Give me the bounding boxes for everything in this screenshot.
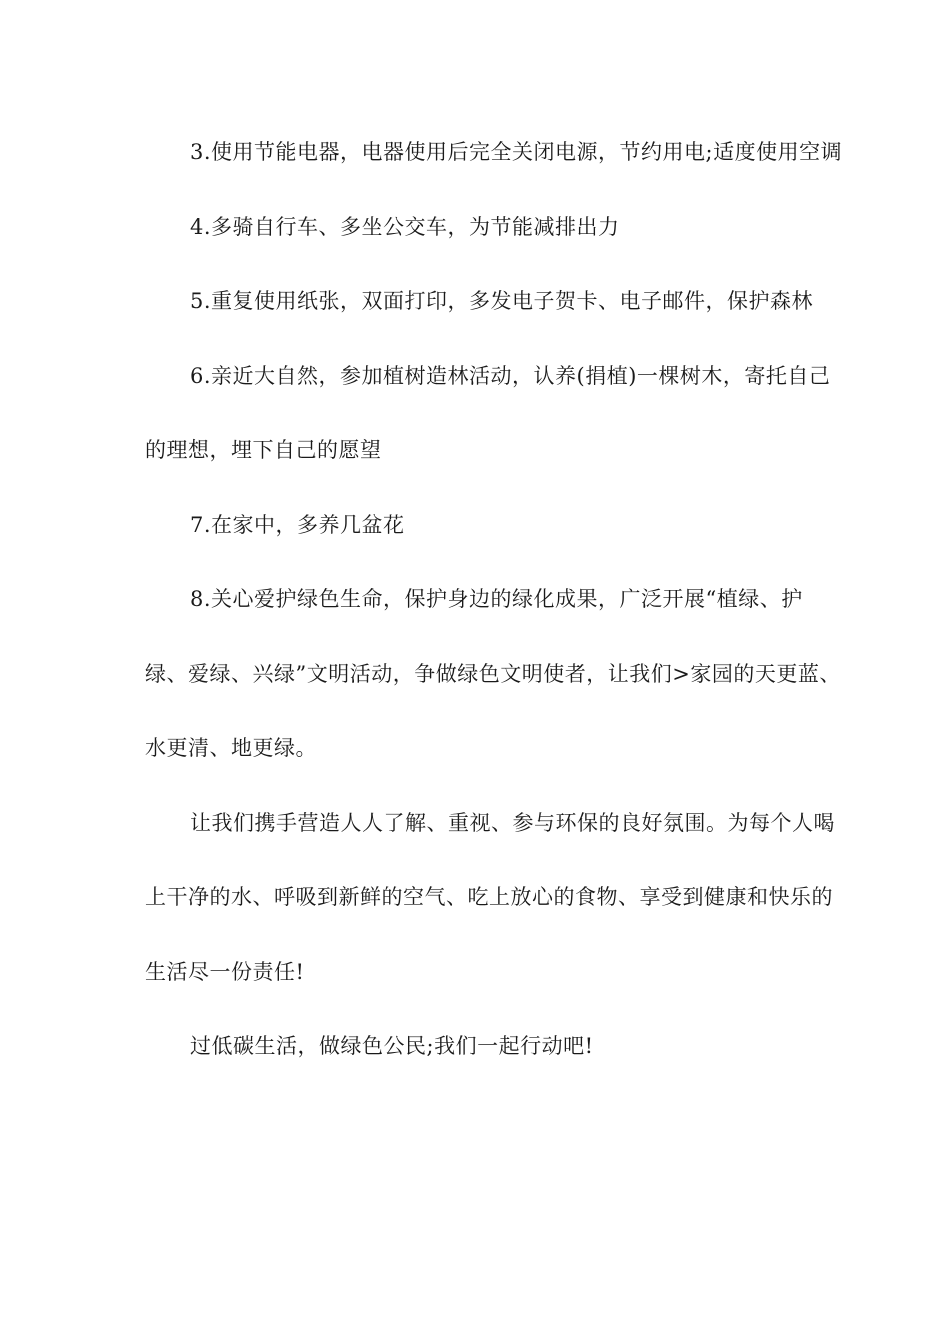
- paragraph-item-4: 4.多骑自行车、多坐公交车，为节能减排出力: [190, 214, 620, 239]
- paragraph-call-to-action: 让我们携手营造人人了解、重视、参与环保的良好氛围。为每个人喝上干净的水、呼吸到新鲜的空气、吃上放心的食物、享受到健康和快乐的生活尽一份责任!: [145, 810, 835, 984]
- paragraph-item-8: 8.关心爱护绿色生命，保护身边的绿化成果，广泛开展“植绿、护绿、爱绿、兴绿”文明活动，争做绿色文明使者，让我们>家园的天更蓝、水更清、地更绿。: [145, 587, 841, 760]
- paragraph-item-6: 6.亲近大自然，参加植树造林活动，认养(捐植)一棵树木，寄托自己的理想，埋下自己的愿望: [145, 363, 831, 462]
- document-body: [145, 115, 845, 1084]
- paragraph-item-5: 5.重复使用纸张，双面打印，多发电子贺卡、电子邮件，保护森林: [190, 289, 814, 313]
- paragraph-item-3: 3.使用节能电器，电器使用后完全关闭电源，节约用电;适度使用空调: [190, 140, 843, 164]
- paragraph-item-7: 7.在家中，多养几盆花: [190, 512, 405, 537]
- paragraph-closing: 过低碳生活，做绿色公民;我们一起行动吧!: [190, 1034, 594, 1058]
